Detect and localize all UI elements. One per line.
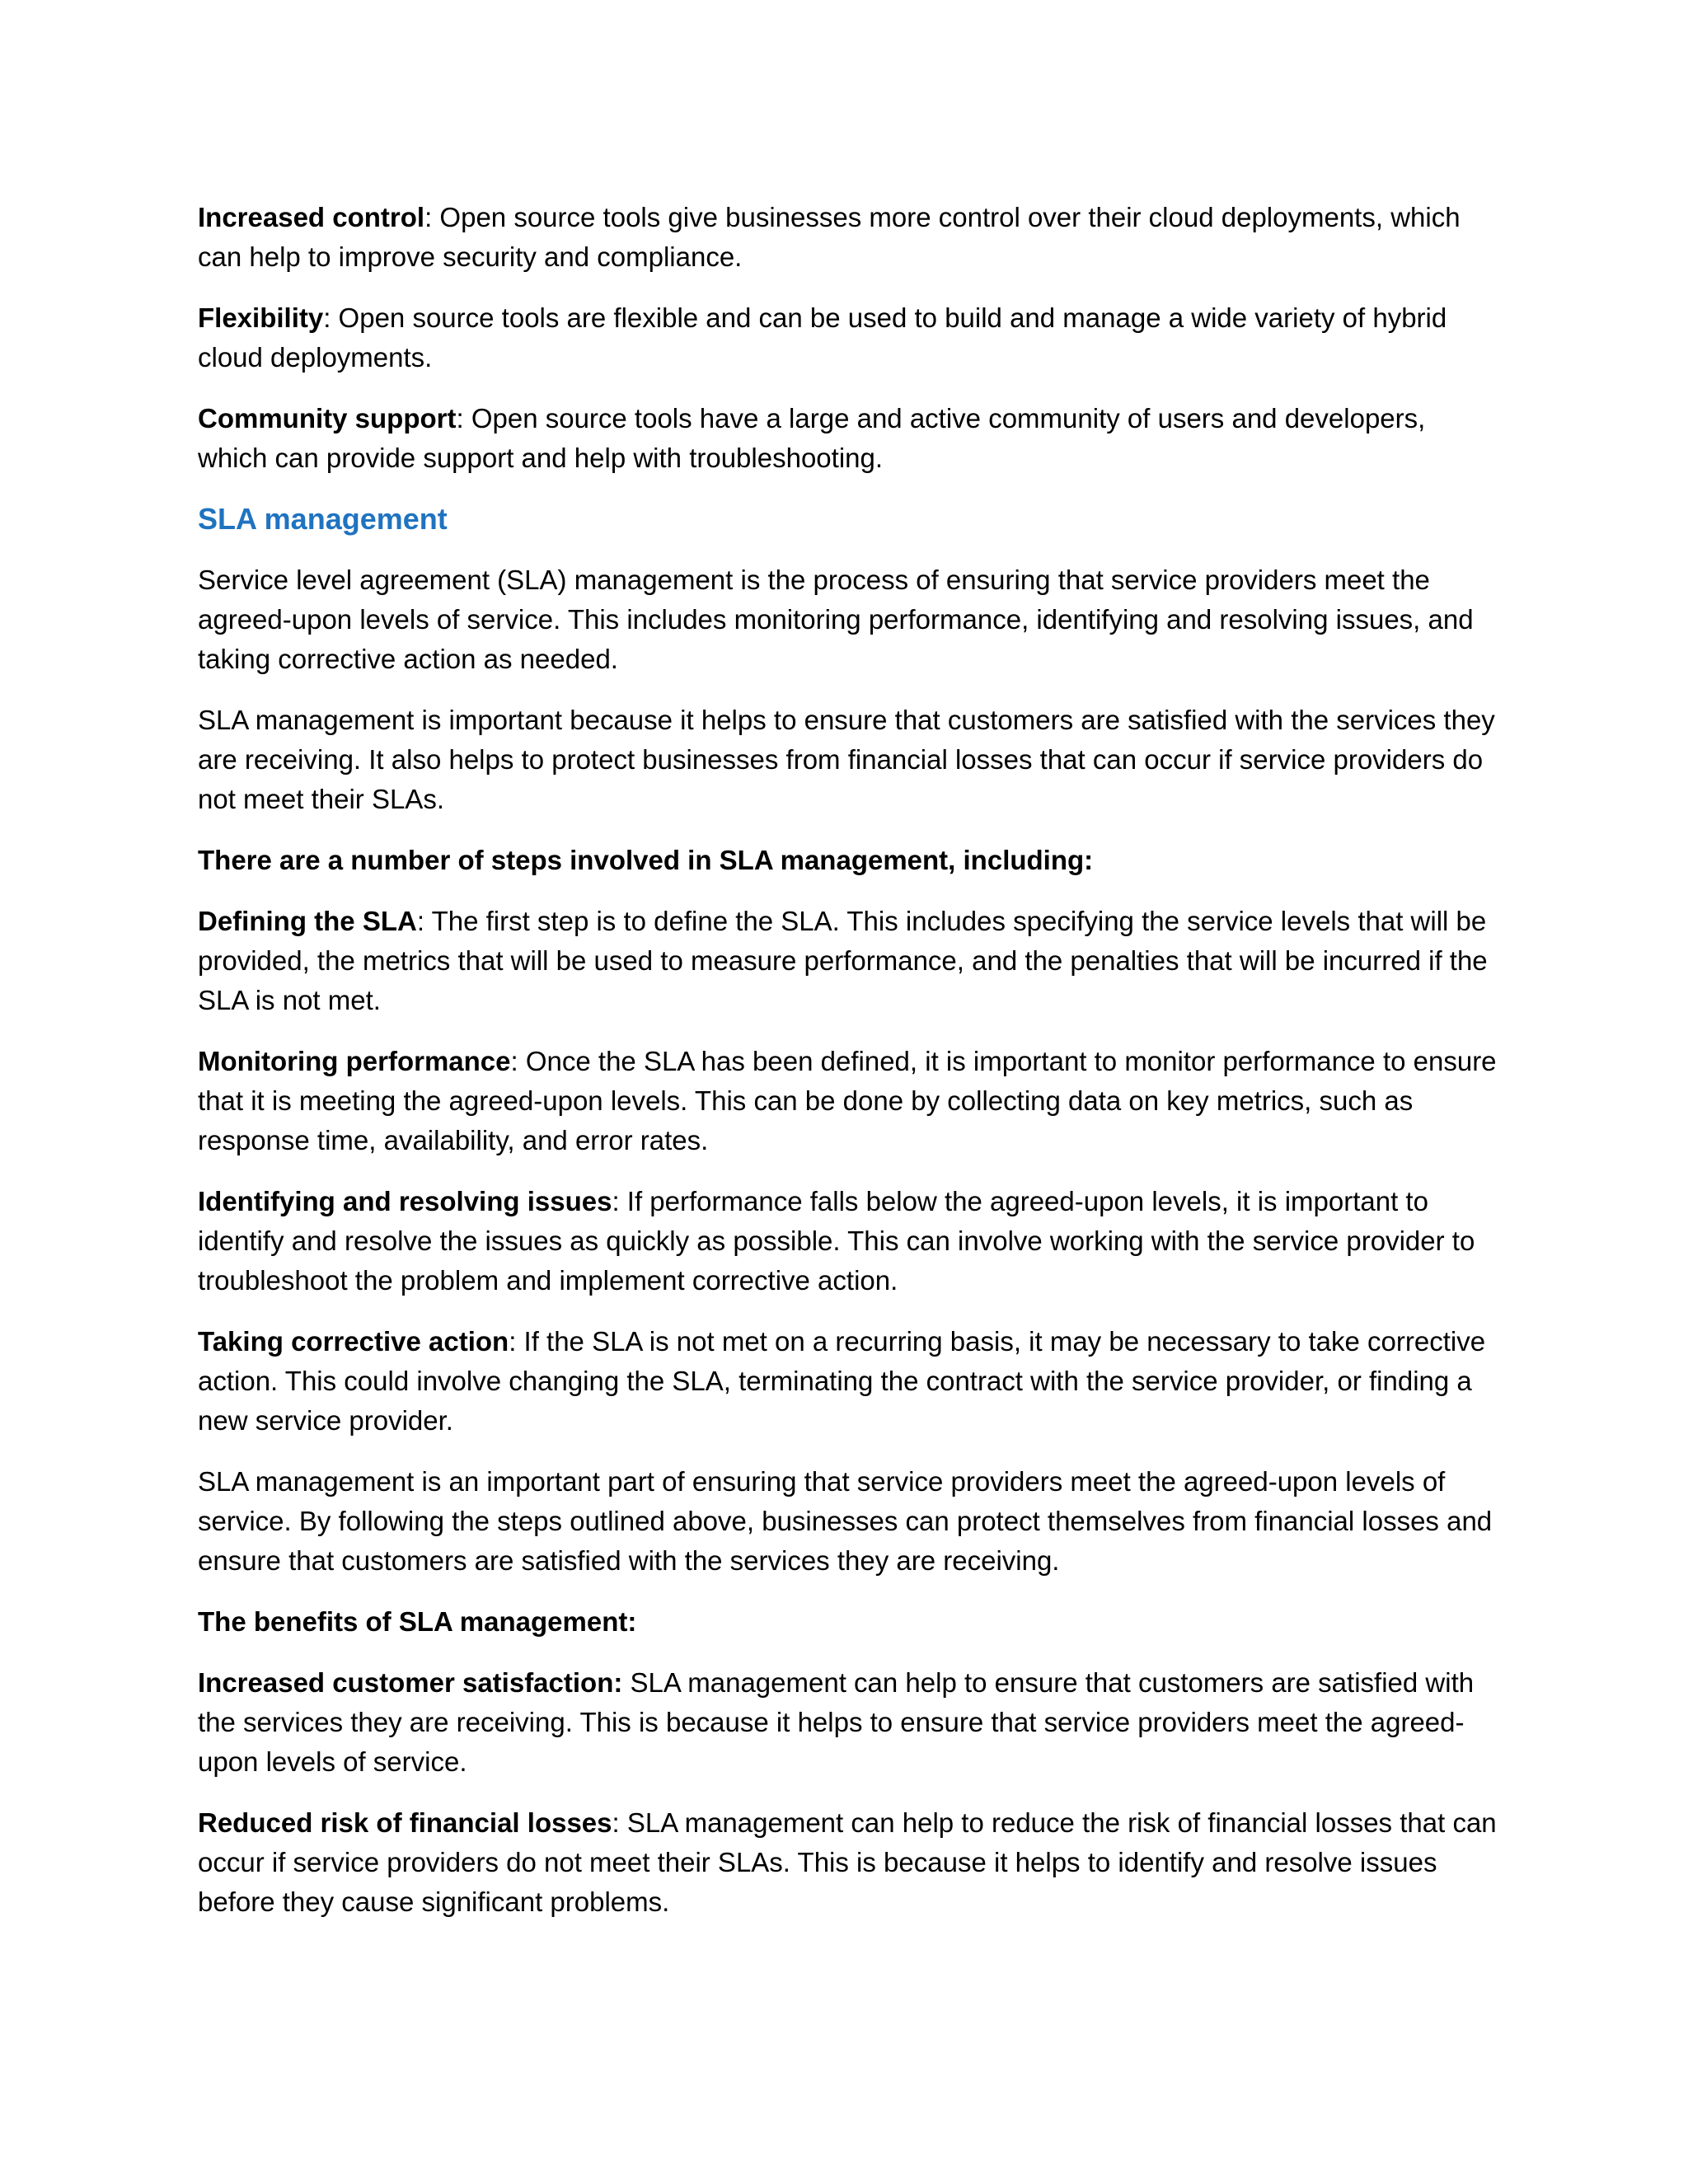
step-text: : The first step is to define the SLA. This includes specifying the service levels that will be provided, the metrics that will be used to measure performance, and the penalties that will be incurred if the SLA is not met. — [198, 906, 1488, 1015]
sla-definition-paragraph: Service level agreement (SLA) management is the process of ensuring that service providers meet the agreed-upon levels of service. This includes monitoring performance, identifying and resolving issues, and taking corrective action as needed. — [198, 565, 1474, 674]
benefit-customer-satisfaction — [198, 1663, 1500, 1782]
benefits-intro: The benefits of SLA management: — [198, 1606, 637, 1637]
step-term: Taking corrective action — [198, 1326, 509, 1357]
benefit-term: Reduced risk of financial losses — [198, 1807, 612, 1838]
benefit-text: : SLA management can help to reduce the risk of financial losses that can occur if service providers do not meet their SLAs. This is because it helps to identify and resolve issues before they cause significant problems. — [198, 1807, 1497, 1917]
step-text: : Once the SLA has been defined, it is important to monitor performance to ensure that it is meeting the agreed-upon levels. This can be done by collecting data on key metrics, such as response time, availability, and error rates. — [198, 1046, 1497, 1155]
step-taking-corrective-action — [198, 1322, 1500, 1441]
step-defining-sla — [198, 902, 1500, 1020]
step-monitoring-performance — [198, 1042, 1500, 1160]
step-term: Monitoring performance — [198, 1046, 511, 1076]
step-term: Identifying and resolving issues — [198, 1186, 612, 1216]
item-text: : Open source tools are flexible and can be used to build and manage a wide variety of hybrid cloud deployments. — [198, 302, 1447, 373]
intro-item-flexibility — [198, 298, 1500, 377]
intro-item-increased-control — [198, 198, 1500, 277]
item-term: Community support — [198, 403, 457, 434]
benefit-text: SLA management can help to ensure that customers are satisfied with the services they are receiving. This is because it helps to ensure that service providers meet the agreed-upon levels of service. — [198, 1667, 1475, 1777]
benefit-term: Increased customer satisfaction: — [198, 1667, 623, 1698]
step-identifying-resolving-issues — [198, 1182, 1500, 1301]
intro-item-community-support — [198, 399, 1500, 478]
item-text: : Open source tools have a large and active community of users and developers, which can provide support and help with troubleshooting. — [198, 403, 1426, 473]
item-term: Increased control — [198, 202, 425, 232]
section-heading: SLA management — [198, 502, 448, 536]
sla-importance-paragraph: SLA management is important because it helps to ensure that customers are satisfied with the services they are receiving. It also helps to protect businesses from financial losses that can occur if service providers do not meet their SLAs. — [198, 705, 1495, 814]
steps-intro: There are a number of steps involved in SLA management, including: — [198, 845, 1094, 875]
step-text: : If the SLA is not met on a recurring basis, it may be necessary to take corrective action. This could involve changing the SLA, terminating the contract with the service provider, or finding a new service provider. — [198, 1326, 1486, 1436]
item-term: Flexibility — [198, 302, 324, 333]
step-text: : If performance falls below the agreed-upon levels, it is important to identify and resolve the issues as quickly as possible. This can involve working with the service provider to troubleshoot the problem and implement corrective action. — [198, 1186, 1475, 1296]
summary-paragraph: SLA management is an important part of ensuring that service providers meet the agreed-upon levels of service. By following the steps outlined above, businesses can protect themselves from financial losses and ensure that customers are satisfied with the services they are receiving. — [198, 1466, 1493, 1576]
document-page — [198, 198, 1500, 1943]
item-text: : Open source tools give businesses more control over their cloud deployments, which can help to improve security and compliance. — [198, 202, 1461, 272]
step-term: Defining the SLA — [198, 906, 417, 936]
benefit-reduced-risk — [198, 1803, 1500, 1922]
